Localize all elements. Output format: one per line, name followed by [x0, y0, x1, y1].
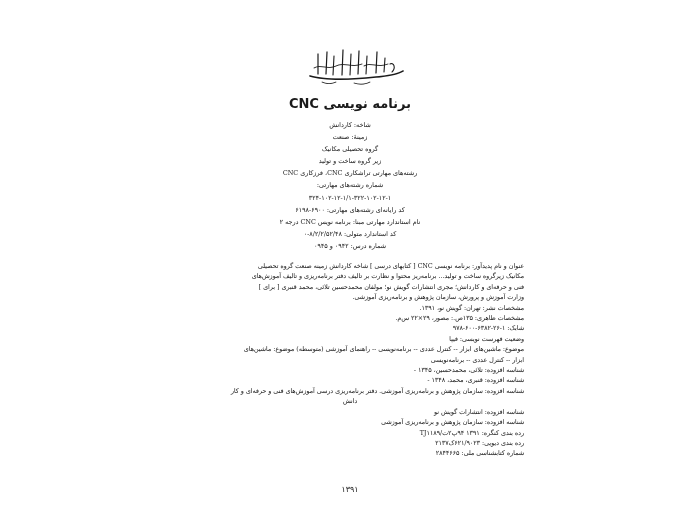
meta-line-skill-numbers: ۳۲۴-۱۰۲-۱۲-۱/۱-۳۲۲-۱۰۲-۱۲-۱ — [308, 193, 392, 202]
meta-line-computer-code: کد رایانه‌ای رشته‌های مهارتی: ۶۹۰۰-۶۱۹۸ — [295, 205, 405, 214]
catalog-line: شناسه افزوده: سازمان پژوهش و برنامه‌ریزی آموزشی. دفتر برنامه‌ریزی درسی آموزش‌های فنی و حرفه‌ای و کار — [230, 387, 524, 395]
catalog-line: شناسه افزوده: سازمان پژوهش و برنامه‌ریزی آموزشی — [381, 419, 524, 427]
catalog-line: شماره کتابشناسی ملی: ۲۸۴۴۶۶۵ — [435, 450, 524, 458]
meta-line-skills: رشته‌های مهارتی تراشکاری CNC، فرزکاری CNC — [282, 169, 418, 178]
book-page — [158, 0, 542, 525]
meta-line-branch: شاخه: کاردانش — [329, 121, 371, 129]
catalog-line: ابزار -- کنترل عددی -- برنامه‌نویسی — [430, 356, 524, 364]
catalog-line: شناسه افزوده: تلائی، محمدحسین، ۱۳۴۵ - — [413, 367, 524, 375]
meta-line-field: زمینهٔ: صنعت — [332, 133, 368, 142]
catalog-line: وزارت آموزش و پرورش، سازمان پژوهش و برنامه‌ریزی آموزشی. — [352, 294, 524, 302]
catalog-line: شابک: ۱-۲۶-۶۳۸۲-۶۰۰-۹۷۸ — [452, 325, 524, 333]
book-info — [208, 97, 492, 252]
catalog-record — [176, 262, 524, 460]
bismillah-calligraphy-image — [306, 44, 406, 88]
catalog-line: عنوان و نام پدیدآور: برنامه نویسی CNC [ کتابهای درسی ] شاخه کاردانش زمینه صنعت گروه تحصیلی — [257, 263, 524, 270]
meta-line-skill-numbers-label: شماره رشته‌های مهارتی: — [316, 181, 384, 190]
catalog-line: مشخصات نشر: تهران: گویش نو، ۱۳۹۱. — [419, 304, 524, 312]
meta-line-subgroup: زیر گروه ساخت و تولید — [318, 157, 382, 166]
catalog-line: مشخصات ظاهری: ۱۳۵ص.: مصور، ۲۹×۲۲ س‌م. — [395, 315, 524, 323]
book-title: برنامه نویسی CNC — [289, 97, 411, 112]
meta-line-group: گروه تحصیلی مکانیک — [321, 145, 379, 154]
meta-line-standard-code: کد استاندارد متولی: ۸/۲/۲/۵۲/۴۸-۰ — [303, 229, 397, 238]
catalog-line: موضوع: ماشین‌های ابزار -- کنترل عددی -- برنامه‌نویسی -- راهنمای آموزشی (متوسطه) موضوع: ماشین‌های — [243, 346, 524, 354]
bismillah-calligraphy — [306, 44, 406, 88]
catalog-line: مکانیک زیرگروه ساخت و تولید... برنامه‌ریز محتوا و نظارت بر تالیف دفتر برنامه‌ریزی و تالیف آموزش‌های — [251, 273, 524, 281]
catalog-line: رده بندی کنگره: ۱۳۹۱ ۹۴پ۲ت/TJ۱۱۸۹ — [419, 429, 524, 437]
catalog-line: فنی و حرفه‌ای و کاردانش؛ مجری انتشارات گویش نو؛ مولفان محمدحسین تلائی، محمد قنبری [ برای ] — [258, 283, 524, 291]
catalog-line: وضعیت فهرست نویسی: فیپا — [449, 335, 524, 343]
catalog-line: شناسه افزوده: انتشارات گویش نو — [434, 408, 524, 416]
catalog-line: شناسه افزوده: قنبری، محمد، ۱۳۴۸ - — [427, 377, 524, 385]
publication-year: ۱۳۹۱ — [341, 485, 359, 494]
catalog-line: دانش — [342, 398, 358, 406]
catalog-line: رده بندی دیویی: ۶۲۱/۹۰۲۳ک۲۱۳۷ — [435, 439, 524, 447]
meta-line-standard-name: نام استاندارد مهارتی مبنا: برنامه نویس CNC درجه ۲ — [279, 217, 421, 226]
meta-line-lesson-number: شماره درس: ۰۹۴۲ و ۰۹۴۵ — [313, 241, 386, 250]
